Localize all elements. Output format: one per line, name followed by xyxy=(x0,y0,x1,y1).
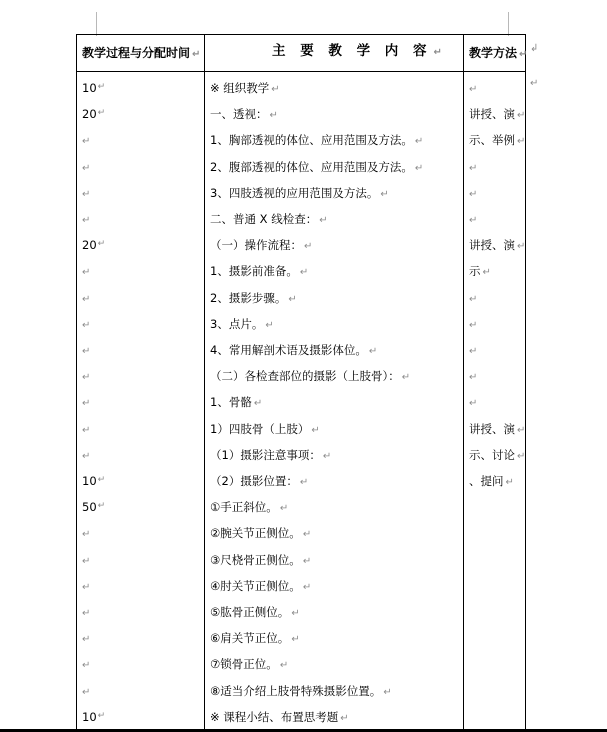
paragraph-mark-icon: ↵ xyxy=(82,608,91,619)
row-13-method xyxy=(469,422,525,438)
row-0-content xyxy=(210,81,280,97)
row-7-content xyxy=(210,264,308,280)
paragraph-mark-icon: ↵ xyxy=(469,320,478,331)
row-5-method xyxy=(469,212,477,228)
paragraph-mark-icon: ↵ xyxy=(469,372,478,383)
row-2-method-text: 示、举例 xyxy=(469,133,515,147)
row-19-time xyxy=(82,579,90,595)
row-15-time-text: 10 xyxy=(82,474,97,488)
row-15-time xyxy=(82,474,105,488)
row-0-time-text: 10 xyxy=(82,81,97,95)
paragraph-mark-icon: ↵ xyxy=(469,189,478,200)
row-13-method-text: 讲授、演 xyxy=(469,422,515,436)
row-1-time xyxy=(82,107,105,121)
row-5-content-text: 二、普通 X 线检查： xyxy=(210,212,318,226)
row-14-content-text: （1）摄影注意事项： xyxy=(210,448,321,462)
paragraph-mark-icon: ↵ xyxy=(82,398,91,409)
paragraph-mark-icon: ↵ xyxy=(383,687,392,698)
row-6-content xyxy=(210,238,312,254)
paragraph-mark-icon: ↵ xyxy=(82,582,91,593)
row-7-time xyxy=(82,264,90,280)
row-16-time xyxy=(82,500,105,514)
paragraph-mark-icon: ↵ xyxy=(517,425,526,436)
paragraph-mark-icon: ↵ xyxy=(414,136,424,147)
paragraph-mark-icon: ↵ xyxy=(311,425,320,436)
header-col-method-text: 教学方法 xyxy=(469,46,518,60)
row-9-time xyxy=(82,317,90,333)
row-17-time xyxy=(82,526,90,542)
row-16-content xyxy=(210,500,288,516)
crop-mark-right xyxy=(508,12,509,36)
row-20-content-text: ⑤肱骨正侧位。 xyxy=(210,605,290,619)
row-0-content-text: ※ 组织教学 xyxy=(210,81,270,95)
row-10-method xyxy=(469,343,477,359)
row-2-content xyxy=(210,133,423,149)
paragraph-mark-icon: ↵ xyxy=(291,634,300,645)
paragraph-mark-icon: ↲ xyxy=(530,43,539,54)
row-14-method-text: 示、讨论 xyxy=(469,448,515,462)
row-18-time xyxy=(82,553,90,569)
row-24-time xyxy=(82,710,105,724)
row-8-content-text: 2、摄影步骤。 xyxy=(210,291,287,305)
paragraph-mark-icon: ↵ xyxy=(265,320,274,331)
paragraph-mark-icon: ↵ xyxy=(469,215,478,226)
row-8-method xyxy=(469,291,477,307)
header-col-time xyxy=(82,46,200,62)
row-1-method-text: 讲授、演 xyxy=(469,107,515,121)
row-6-content-text: （一）操作流程： xyxy=(210,238,302,252)
row-1-content xyxy=(210,107,278,123)
row-4-method xyxy=(469,186,477,202)
paragraph-mark-icon: ↵ xyxy=(482,267,491,278)
row-15-method-text: 、提问 xyxy=(469,474,504,488)
paragraph-mark-icon: ↵ xyxy=(97,108,106,118)
row-24-content-text: ※ 课程小结、布置思考题 xyxy=(210,710,339,724)
row-20-content xyxy=(210,605,300,621)
row-2-time xyxy=(82,133,90,149)
paragraph-mark-icon: ↵ xyxy=(469,84,478,95)
paragraph-mark-icon: ↵ xyxy=(279,660,289,671)
row-24-time-text: 10 xyxy=(82,710,97,724)
paragraph-mark-icon: ↵ xyxy=(505,477,514,488)
paragraph-mark-icon: ↵ xyxy=(368,346,378,357)
table-header-bottom xyxy=(76,71,526,72)
paragraph-mark-icon: ↵ xyxy=(82,294,91,305)
paragraph-mark-icon: ↵ xyxy=(380,189,389,200)
paragraph-mark-icon: ↵ xyxy=(401,372,411,383)
row-2-content-text: 1、胸部透视的体位、应用范围及方法。 xyxy=(210,133,413,147)
row-11-content xyxy=(210,369,410,385)
header-col-content xyxy=(272,44,447,60)
paragraph-mark-icon: ↵ xyxy=(253,398,263,409)
paragraph-mark-icon: ↵ xyxy=(469,163,478,174)
row-3-content-text: 2、腹部透视的体位、应用范围及方法。 xyxy=(210,160,413,174)
row-19-content xyxy=(210,579,311,595)
paragraph-mark-icon: ↵ xyxy=(82,320,91,331)
row-5-time xyxy=(82,212,90,228)
paragraph-mark-icon: ↵ xyxy=(340,713,349,724)
paragraph-mark-icon: ↵ xyxy=(319,215,328,226)
row-16-content-text: ①手正斜位。 xyxy=(210,500,278,514)
row-7-content-text: 1、摄影前准备。 xyxy=(210,264,298,278)
paragraph-mark-icon: ↵ xyxy=(82,136,91,147)
paragraph-mark-icon: ↵ xyxy=(414,163,424,174)
row-23-time xyxy=(82,684,90,700)
row-10-content-text: 4、常用解剖术语及摄影体位。 xyxy=(210,343,367,357)
row-17-content-text: ②腕关节正侧位。 xyxy=(210,526,301,540)
row-19-content-text: ④肘关节正侧位。 xyxy=(210,579,301,593)
paragraph-mark-icon: ↵ xyxy=(302,556,312,567)
paragraph-mark-icon: ↵ xyxy=(269,110,278,121)
row-11-time xyxy=(82,369,90,385)
row-15-method xyxy=(469,474,514,490)
row-12-time xyxy=(82,395,90,411)
row-14-time xyxy=(82,448,90,464)
paragraph-mark-icon: ↵ xyxy=(517,110,526,121)
paragraph-mark-icon: ↵ xyxy=(82,529,91,540)
paragraph-mark-icon: ↵ xyxy=(433,47,447,58)
paragraph-mark-icon: ↵ xyxy=(302,582,312,593)
paragraph-mark-icon: ↵ xyxy=(82,660,91,671)
row-6-time-text: 20 xyxy=(82,238,97,252)
header-col-method xyxy=(469,46,527,62)
paragraph-mark-icon: ↵ xyxy=(288,294,297,305)
paragraph-mark-icon: ↵ xyxy=(279,503,289,514)
paragraph-mark-icon: ↵ xyxy=(517,451,526,462)
paragraph-mark-icon: ↵ xyxy=(82,163,91,174)
paragraph-mark-icon: ↵ xyxy=(97,711,106,721)
paragraph-mark-icon: ↵ xyxy=(271,84,280,95)
row-4-content-text: 3、四肢透视的应用范围及方法。 xyxy=(210,186,379,200)
row-3-method xyxy=(469,160,477,176)
paragraph-mark-icon: ↵ xyxy=(299,477,309,488)
paragraph-mark-icon: ↵ xyxy=(517,136,526,147)
row-15-content-text: （2）摄影位置： xyxy=(210,474,298,488)
row-0-time xyxy=(82,81,105,95)
row-4-content xyxy=(210,186,389,202)
row-21-content xyxy=(210,631,300,647)
row-24-content xyxy=(210,710,349,726)
paragraph-mark-icon: ↵ xyxy=(304,241,313,252)
row-1-time-text: 20 xyxy=(82,107,97,121)
paragraph-mark-icon: ↵ xyxy=(82,346,91,357)
paragraph-mark-icon: ↵ xyxy=(192,49,201,60)
row-7-method-text: 示 xyxy=(469,264,481,278)
paragraph-mark-icon: ↵ xyxy=(82,556,91,567)
table-border-v-2 xyxy=(463,34,464,732)
row-21-content-text: ⑥肩关节正位。 xyxy=(210,631,290,645)
row-22-content-text: ⑦锁骨正位。 xyxy=(210,657,278,671)
paragraph-mark-icon: ↵ xyxy=(469,294,478,305)
row-16-time-text: 50 xyxy=(82,500,97,514)
row-1-method xyxy=(469,107,525,123)
row-2-method xyxy=(469,133,525,149)
row-10-time xyxy=(82,343,90,359)
row-4-time xyxy=(82,186,90,202)
row-14-method xyxy=(469,448,525,464)
row-22-content xyxy=(210,657,288,673)
row-3-time xyxy=(82,160,90,176)
paragraph-mark-icon: ↵ xyxy=(82,189,91,200)
paragraph-mark-icon: ↵ xyxy=(82,215,91,226)
paragraph-mark-icon: ↵ xyxy=(291,608,300,619)
paragraph-mark-icon: ↵ xyxy=(97,501,106,511)
row-9-method xyxy=(469,317,477,333)
row-12-content xyxy=(210,395,262,411)
paragraph-mark-icon: ↵ xyxy=(97,475,106,485)
header-col-content-text: 主 要 教 学 内 容 xyxy=(272,43,432,59)
paragraph-mark-icon: ↵ xyxy=(82,451,91,462)
paragraph-mark-icon: ↵ xyxy=(322,451,332,462)
row-3-content xyxy=(210,160,423,176)
row-18-content xyxy=(210,553,311,569)
row-11-content-text: （二）各检查部位的摄影（上肢骨）： xyxy=(210,369,400,383)
row-12-content-text: 1、骨骼 xyxy=(210,395,252,409)
row-23-content xyxy=(210,684,392,700)
paragraph-mark-icon: ↵ xyxy=(469,346,478,357)
row-21-time xyxy=(82,631,90,647)
row-5-content xyxy=(210,212,328,228)
paragraph-mark-icon: ↵ xyxy=(97,239,106,249)
row-20-time xyxy=(82,605,90,621)
row-18-content-text: ③尺桡骨正侧位。 xyxy=(210,553,301,567)
paragraph-mark-icon: ↵ xyxy=(82,372,91,383)
row-1-content-text: 一、透视： xyxy=(210,107,268,121)
table-border-top xyxy=(76,34,526,35)
row-end-mark-header xyxy=(530,40,538,56)
table-border-v-0 xyxy=(76,34,77,732)
header-col-time-text: 教学过程与分配时间 xyxy=(82,46,191,60)
row-13-content xyxy=(210,422,320,438)
row-14-content xyxy=(210,448,331,464)
row-8-content xyxy=(210,291,297,307)
paragraph-mark-icon: ↵ xyxy=(469,398,478,409)
paragraph-mark-icon: ↵ xyxy=(82,425,91,436)
paragraph-mark-icon: ↵ xyxy=(302,529,312,540)
row-17-content xyxy=(210,526,311,542)
row-13-content-text: 1）四肢骨（上肢） xyxy=(210,422,310,436)
row-12-method xyxy=(469,395,477,411)
paragraph-mark-icon: ↵ xyxy=(97,82,106,92)
row-6-method-text: 讲授、演 xyxy=(469,238,515,252)
paragraph-mark-icon: ↵ xyxy=(299,267,309,278)
row-23-content-text: ⑧适当介绍上肢骨特殊摄影位置。 xyxy=(210,684,382,698)
row-0-method xyxy=(469,81,477,97)
paragraph-mark-icon: ↵ xyxy=(519,49,528,60)
crop-mark-left xyxy=(96,12,97,36)
row-6-time xyxy=(82,238,105,252)
row-22-time xyxy=(82,657,90,673)
paragraph-mark-icon: ↵ xyxy=(82,267,91,278)
paragraph-mark-icon: ↵ xyxy=(517,241,526,252)
paragraph-mark-icon: ↵ xyxy=(82,634,91,645)
row-6-method xyxy=(469,238,525,254)
row-15-content xyxy=(210,474,308,490)
row-11-method xyxy=(469,369,477,385)
row-10-content xyxy=(210,343,377,359)
row-13-time xyxy=(82,422,90,438)
table-border-v-1 xyxy=(204,34,205,732)
row-end-mark-0 xyxy=(530,75,538,91)
row-8-time xyxy=(82,291,90,307)
paragraph-mark-icon: ↵ xyxy=(82,687,91,698)
row-9-content-text: 3、点片。 xyxy=(210,317,264,331)
paragraph-mark-icon: ↵ xyxy=(530,78,539,89)
row-9-content xyxy=(210,317,274,333)
row-7-method xyxy=(469,264,491,280)
